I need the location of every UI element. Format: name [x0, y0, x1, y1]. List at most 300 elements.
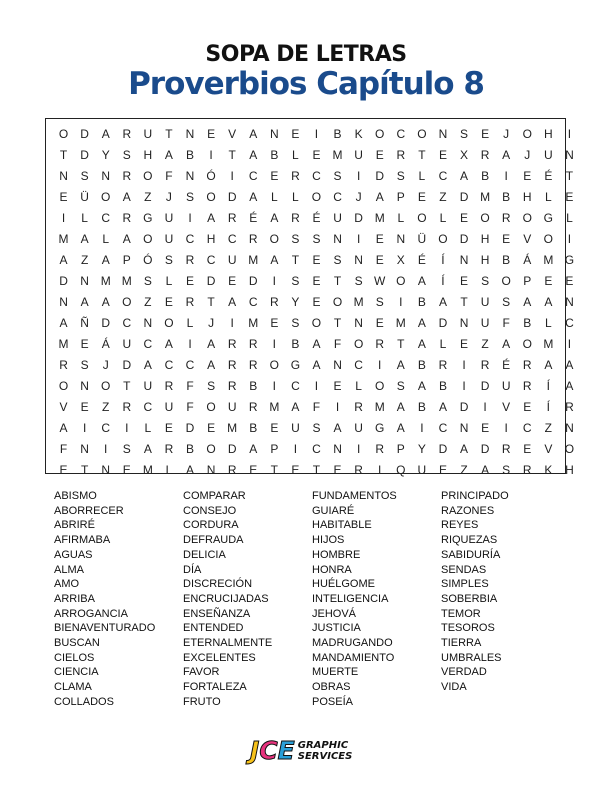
grid-cell[interactable]: R	[522, 462, 532, 477]
grid-cell[interactable]: Á	[101, 336, 110, 351]
grid-cell[interactable]: L	[355, 378, 362, 393]
grid-cell[interactable]: V	[523, 231, 532, 246]
grid-cell[interactable]: A	[481, 462, 490, 477]
grid-cell[interactable]: D	[227, 189, 237, 204]
grid-cell[interactable]: L	[81, 210, 88, 225]
grid-cell[interactable]: M	[374, 210, 385, 225]
grid-cell[interactable]: P	[270, 441, 279, 456]
grid-cell[interactable]: I	[82, 420, 87, 435]
grid-cell[interactable]: E	[460, 210, 469, 225]
grid-cell[interactable]: Q	[396, 462, 406, 477]
grid-cell[interactable]: Í	[441, 252, 445, 267]
grid-cell[interactable]: C	[354, 357, 363, 372]
grid-cell[interactable]: V	[59, 399, 68, 414]
grid-cell[interactable]: S	[291, 273, 300, 288]
grid-cell[interactable]: I	[104, 441, 108, 456]
grid-cell[interactable]: O	[58, 378, 69, 393]
grid-cell[interactable]: E	[270, 168, 279, 183]
grid-cell[interactable]: A	[396, 420, 405, 435]
grid-cell[interactable]: A	[460, 168, 469, 183]
grid-cell[interactable]: D	[480, 378, 490, 393]
grid-cell[interactable]: I	[378, 357, 382, 372]
grid-cell[interactable]: A	[143, 357, 152, 372]
grid-cell[interactable]: E	[291, 126, 300, 141]
grid-cell[interactable]: C	[438, 168, 448, 183]
grid-cell[interactable]: Y	[291, 294, 300, 309]
grid-cell[interactable]: É	[417, 252, 426, 267]
grid-cell[interactable]: B	[481, 168, 490, 183]
grid-cell[interactable]: F	[312, 399, 321, 414]
grid-cell[interactable]: B	[502, 252, 511, 267]
grid-cell[interactable]: M	[480, 189, 491, 204]
grid-cell[interactable]: B	[523, 315, 532, 330]
grid-cell[interactable]: O	[143, 231, 153, 246]
grid-cell[interactable]: R	[122, 399, 132, 414]
grid-cell[interactable]: E	[523, 168, 532, 183]
grid-cell[interactable]: U	[227, 399, 237, 414]
grid-cell[interactable]: V	[544, 441, 553, 456]
grid-cell[interactable]: A	[207, 336, 216, 351]
grid-cell[interactable]: R	[248, 357, 258, 372]
grid-cell[interactable]: I	[356, 231, 361, 246]
grid-cell[interactable]: D	[248, 273, 258, 288]
grid-cell[interactable]: I	[272, 336, 276, 351]
grid-cell[interactable]: R	[375, 336, 385, 351]
grid-cell[interactable]: N	[269, 126, 279, 141]
grid-cell[interactable]: U	[354, 420, 363, 435]
grid-cell[interactable]: T	[207, 294, 215, 309]
grid-cell[interactable]: B	[417, 399, 426, 414]
grid-cell[interactable]: A	[270, 210, 279, 225]
grid-cell[interactable]: H	[480, 252, 490, 267]
grid-cell[interactable]: N	[565, 294, 574, 309]
grid-cell[interactable]: E	[80, 399, 89, 414]
grid-cell[interactable]: Y	[417, 441, 426, 456]
grid-cell[interactable]: H	[565, 462, 574, 477]
grid-cell[interactable]: U	[143, 126, 153, 141]
grid-cell[interactable]: F	[186, 378, 194, 393]
grid-cell[interactable]: R	[227, 210, 237, 225]
grid-cell[interactable]: L	[566, 210, 573, 225]
grid-cell[interactable]: O	[332, 294, 343, 309]
grid-cell[interactable]: L	[544, 189, 552, 204]
grid-cell[interactable]: A	[333, 420, 342, 435]
grid-cell[interactable]: R	[248, 231, 258, 246]
grid-cell[interactable]: E	[122, 462, 131, 477]
grid-cell[interactable]: R	[59, 357, 68, 372]
grid-cell[interactable]: C	[248, 294, 258, 309]
grid-cell[interactable]: A	[438, 399, 447, 414]
grid-cell[interactable]: E	[565, 273, 574, 288]
grid-cell[interactable]: C	[122, 315, 132, 330]
grid-cell[interactable]: I	[462, 357, 466, 372]
grid-cell[interactable]: I	[378, 462, 382, 477]
grid-cell[interactable]: I	[504, 420, 508, 435]
grid-cell[interactable]: O	[417, 126, 427, 141]
grid-cell[interactable]: B	[291, 336, 300, 351]
grid-cell[interactable]: L	[270, 189, 278, 204]
grid-cell[interactable]: D	[375, 168, 385, 183]
grid-cell[interactable]: L	[165, 462, 173, 477]
grid-cell[interactable]: S	[333, 168, 342, 183]
grid-cell[interactable]: M	[227, 420, 238, 435]
grid-cell[interactable]: C	[143, 336, 153, 351]
grid-cell[interactable]: A	[312, 336, 321, 351]
grid-cell[interactable]: S	[291, 315, 300, 330]
grid-cell[interactable]: Í	[546, 399, 550, 414]
grid-cell[interactable]: M	[374, 399, 385, 414]
grid-cell[interactable]: Z	[144, 189, 152, 204]
grid-cell[interactable]: A	[460, 441, 469, 456]
grid-cell[interactable]: C	[522, 420, 532, 435]
grid-cell[interactable]: A	[396, 399, 405, 414]
grid-cell[interactable]: A	[270, 252, 279, 267]
grid-cell[interactable]: Z	[144, 294, 152, 309]
grid-cell[interactable]: A	[502, 336, 511, 351]
grid-cell[interactable]: A	[312, 357, 321, 372]
grid-cell[interactable]: M	[332, 147, 343, 162]
grid-cell[interactable]: E	[312, 273, 321, 288]
grid-cell[interactable]: C	[143, 399, 153, 414]
grid-cell[interactable]: S	[164, 252, 173, 267]
grid-cell[interactable]: I	[230, 168, 234, 183]
grid-cell[interactable]: R	[522, 378, 532, 393]
grid-cell[interactable]: E	[460, 273, 469, 288]
grid-cell[interactable]: N	[333, 357, 342, 372]
grid-cell[interactable]: A	[502, 147, 511, 162]
grid-cell[interactable]: N	[80, 273, 89, 288]
grid-cell[interactable]: R	[480, 357, 490, 372]
grid-cell[interactable]: O	[206, 441, 216, 456]
grid-cell[interactable]: V	[228, 126, 237, 141]
grid-cell[interactable]: E	[59, 189, 68, 204]
grid-cell[interactable]: A	[101, 126, 110, 141]
grid-cell[interactable]: A	[207, 210, 216, 225]
grid-cell[interactable]: O	[58, 126, 69, 141]
grid-cell[interactable]: V	[502, 399, 511, 414]
grid-cell[interactable]: L	[292, 147, 299, 162]
grid-cell[interactable]: N	[101, 462, 111, 477]
grid-cell[interactable]: E	[375, 147, 384, 162]
grid-cell[interactable]: D	[480, 441, 490, 456]
grid-cell[interactable]: Z	[80, 252, 89, 267]
grid-cell[interactable]: R	[164, 441, 174, 456]
grid-cell[interactable]: B	[270, 147, 279, 162]
grid-cell[interactable]: A	[249, 189, 258, 204]
grid-cell[interactable]: A	[544, 294, 553, 309]
grid-cell[interactable]: T	[565, 168, 574, 183]
grid-cell[interactable]: S	[375, 294, 384, 309]
grid-cell[interactable]: A	[249, 126, 258, 141]
grid-cell[interactable]: L	[292, 189, 299, 204]
grid-cell[interactable]: M	[543, 336, 554, 351]
grid-cell[interactable]: I	[504, 168, 508, 183]
grid-cell[interactable]: E	[249, 462, 258, 477]
grid-cell[interactable]: R	[227, 357, 237, 372]
grid-cell[interactable]: Z	[544, 420, 552, 435]
grid-cell[interactable]: L	[102, 231, 110, 246]
grid-cell[interactable]: I	[420, 420, 424, 435]
grid-cell[interactable]: F	[502, 315, 510, 330]
grid-cell[interactable]: A	[291, 399, 300, 414]
grid-cell[interactable]: I	[314, 378, 319, 393]
grid-cell[interactable]: G	[290, 357, 301, 372]
grid-cell[interactable]: Z	[481, 336, 489, 351]
grid-cell[interactable]: O	[522, 336, 532, 351]
grid-cell[interactable]: E	[207, 126, 216, 141]
grid-cell[interactable]: E	[375, 252, 384, 267]
grid-cell[interactable]: M	[269, 399, 280, 414]
grid-cell[interactable]: D	[59, 273, 68, 288]
grid-cell[interactable]: I	[356, 441, 361, 456]
grid-cell[interactable]: E	[438, 462, 447, 477]
grid-cell[interactable]: E	[312, 252, 321, 267]
grid-cell[interactable]: A	[417, 273, 426, 288]
grid-cell[interactable]: M	[100, 273, 111, 288]
grid-cell[interactable]: S	[354, 273, 363, 288]
grid-cell[interactable]: O	[417, 210, 427, 225]
grid-cell[interactable]: R	[291, 168, 300, 183]
grid-cell[interactable]: J	[102, 357, 109, 372]
grid-cell[interactable]: A	[164, 336, 173, 351]
grid-cell[interactable]: S	[396, 168, 405, 183]
grid-cell[interactable]: T	[397, 336, 405, 351]
grid-cell[interactable]: E	[164, 294, 173, 309]
grid-cell[interactable]: Ü	[417, 231, 427, 246]
grid-cell[interactable]: A	[544, 357, 553, 372]
grid-cell[interactable]: N	[80, 378, 89, 393]
grid-cell[interactable]: R	[375, 441, 385, 456]
grid-cell[interactable]: Ó	[143, 252, 153, 267]
grid-cell[interactable]: S	[186, 189, 195, 204]
grid-cell[interactable]: Á	[523, 252, 532, 267]
grid-cell[interactable]: O	[311, 315, 322, 330]
grid-cell[interactable]: T	[165, 126, 173, 141]
grid-cell[interactable]: P	[396, 189, 405, 204]
grid-cell[interactable]: R	[269, 294, 279, 309]
grid-cell[interactable]: R	[354, 462, 363, 477]
grid-cell[interactable]: S	[80, 357, 89, 372]
grid-cell[interactable]: L	[397, 210, 405, 225]
grid-cell[interactable]: U	[143, 378, 153, 393]
grid-cell[interactable]: J	[503, 126, 510, 141]
grid-cell[interactable]: I	[293, 441, 298, 456]
grid-cell[interactable]: E	[481, 420, 490, 435]
grid-cell[interactable]: D	[101, 315, 111, 330]
grid-cell[interactable]: Z	[439, 189, 447, 204]
grid-cell[interactable]: C	[312, 441, 321, 456]
grid-cell[interactable]: C	[291, 378, 300, 393]
grid-cell[interactable]: O	[501, 273, 511, 288]
grid-cell[interactable]: I	[188, 336, 192, 351]
grid-cell[interactable]: J	[355, 189, 362, 204]
grid-cell[interactable]: R	[164, 378, 174, 393]
grid-cell[interactable]: Ü	[80, 189, 89, 204]
grid-cell[interactable]: A	[228, 294, 237, 309]
grid-cell[interactable]: U	[164, 399, 174, 414]
grid-cell[interactable]: L	[439, 210, 447, 225]
grid-cell[interactable]: A	[101, 294, 110, 309]
grid-cell[interactable]: I	[462, 378, 466, 393]
grid-cell[interactable]: S	[291, 231, 300, 246]
grid-cell[interactable]: C	[333, 189, 342, 204]
grid-cell[interactable]: O	[480, 210, 490, 225]
grid-cell[interactable]: F	[59, 441, 68, 456]
grid-cell[interactable]: O	[543, 231, 553, 246]
grid-cell[interactable]: E	[544, 273, 553, 288]
grid-cell[interactable]: E	[164, 420, 173, 435]
grid-cell[interactable]: A	[101, 252, 110, 267]
grid-cell[interactable]: A	[417, 378, 426, 393]
grid-cell[interactable]: C	[227, 231, 237, 246]
grid-cell[interactable]: B	[417, 294, 426, 309]
grid-cell[interactable]: O	[206, 189, 216, 204]
grid-cell[interactable]: O	[564, 441, 575, 456]
grid-cell[interactable]: O	[375, 378, 385, 393]
grid-cell[interactable]: I	[209, 147, 213, 162]
grid-cell[interactable]: O	[522, 126, 532, 141]
grid-cell[interactable]: E	[502, 231, 511, 246]
grid-cell[interactable]: S	[122, 147, 131, 162]
grid-cell[interactable]: A	[122, 189, 131, 204]
grid-cell[interactable]: R	[185, 294, 195, 309]
grid-cell[interactable]: J	[165, 189, 172, 204]
grid-cell[interactable]: R	[248, 399, 258, 414]
grid-cell[interactable]: F	[186, 399, 194, 414]
grid-cell[interactable]: B	[417, 357, 426, 372]
grid-cell[interactable]: X	[396, 252, 405, 267]
grid-cell[interactable]: U	[164, 231, 174, 246]
grid-cell[interactable]: N	[354, 252, 363, 267]
grid-cell[interactable]: E	[80, 336, 89, 351]
grid-cell[interactable]: T	[270, 462, 278, 477]
grid-cell[interactable]: D	[80, 147, 89, 162]
grid-cell[interactable]: E	[312, 147, 321, 162]
grid-cell[interactable]: A	[249, 147, 258, 162]
grid-cell[interactable]: A	[59, 315, 68, 330]
grid-cell[interactable]: D	[80, 126, 89, 141]
grid-cell[interactable]: E	[523, 441, 532, 456]
grid-cell[interactable]: L	[186, 315, 194, 330]
grid-cell[interactable]: É	[544, 168, 553, 183]
grid-cell[interactable]: B	[249, 420, 258, 435]
grid-cell[interactable]: T	[80, 462, 89, 477]
grid-cell[interactable]: L	[418, 168, 426, 183]
grid-cell[interactable]: E	[186, 273, 195, 288]
grid-cell[interactable]: C	[248, 168, 258, 183]
grid-cell[interactable]: N	[59, 168, 68, 183]
grid-cell[interactable]: O	[206, 399, 216, 414]
grid-cell[interactable]: U	[333, 210, 342, 225]
grid-cell[interactable]: I	[61, 210, 66, 225]
grid-cell[interactable]: S	[207, 378, 216, 393]
grid-cell[interactable]: U	[480, 294, 490, 309]
grid-cell[interactable]: O	[311, 189, 322, 204]
grid-cell[interactable]: E	[333, 462, 342, 477]
grid-cell[interactable]: B	[438, 378, 447, 393]
grid-cell[interactable]: I	[567, 336, 572, 351]
grid-cell[interactable]: S	[502, 462, 511, 477]
grid-cell[interactable]: D	[459, 231, 469, 246]
grid-cell[interactable]: P	[122, 252, 131, 267]
grid-cell[interactable]: D	[459, 399, 469, 414]
grid-cell[interactable]: R	[565, 399, 574, 414]
grid-cell[interactable]: D	[227, 441, 237, 456]
grid-cell[interactable]: L	[439, 336, 447, 351]
grid-cell[interactable]: E	[375, 231, 384, 246]
grid-cell[interactable]: P	[396, 441, 405, 456]
grid-cell[interactable]: U	[164, 210, 174, 225]
grid-cell[interactable]: U	[417, 462, 427, 477]
grid-cell[interactable]: R	[227, 336, 237, 351]
grid-cell[interactable]: R	[227, 462, 237, 477]
grid-cell[interactable]: E	[460, 336, 469, 351]
grid-cell[interactable]: E	[481, 126, 490, 141]
grid-cell[interactable]: O	[269, 357, 279, 372]
grid-cell[interactable]: C	[164, 357, 174, 372]
grid-cell[interactable]: D	[185, 420, 195, 435]
grid-cell[interactable]: N	[354, 315, 363, 330]
grid-cell[interactable]: T	[291, 252, 300, 267]
grid-cell[interactable]: M	[543, 252, 554, 267]
grid-cell[interactable]: R	[396, 147, 406, 162]
grid-cell[interactable]: E	[270, 420, 279, 435]
grid-cell[interactable]: Í	[441, 273, 445, 288]
grid-cell[interactable]: S	[333, 252, 342, 267]
grid-cell[interactable]: R	[185, 252, 195, 267]
grid-cell[interactable]: O	[353, 336, 364, 351]
grid-cell[interactable]: R	[480, 147, 490, 162]
grid-cell[interactable]: H	[544, 126, 553, 141]
grid-cell[interactable]: O	[101, 189, 111, 204]
grid-cell[interactable]: T	[228, 147, 236, 162]
grid-cell[interactable]: U	[291, 420, 300, 435]
grid-cell[interactable]: N	[101, 168, 111, 183]
grid-cell[interactable]: N	[206, 462, 216, 477]
grid-cell[interactable]: M	[58, 231, 69, 246]
grid-cell[interactable]: É	[249, 210, 258, 225]
grid-cell[interactable]: A	[249, 441, 258, 456]
grid-cell[interactable]: E	[207, 420, 216, 435]
grid-cell[interactable]: Y	[101, 147, 110, 162]
grid-cell[interactable]: U	[501, 378, 511, 393]
grid-cell[interactable]: D	[354, 210, 363, 225]
grid-cell[interactable]: X	[460, 147, 469, 162]
grid-cell[interactable]: T	[333, 315, 342, 330]
grid-cell[interactable]: É	[312, 210, 321, 225]
grid-cell[interactable]: H	[206, 231, 216, 246]
grid-cell[interactable]: N	[565, 147, 574, 162]
grid-cell[interactable]: D	[438, 441, 448, 456]
grid-cell[interactable]: I	[230, 315, 234, 330]
grid-cell[interactable]: D	[459, 189, 469, 204]
grid-cell[interactable]: M	[353, 294, 364, 309]
grid-cell[interactable]: G	[564, 252, 575, 267]
grid-cell[interactable]: R	[122, 126, 132, 141]
grid-cell[interactable]: I	[335, 399, 340, 414]
grid-cell[interactable]: E	[375, 315, 384, 330]
grid-cell[interactable]: N	[333, 441, 342, 456]
grid-cell[interactable]: N	[185, 126, 195, 141]
grid-cell[interactable]: D	[122, 357, 132, 372]
grid-cell[interactable]: I	[567, 126, 572, 141]
grid-cell[interactable]: O	[122, 294, 132, 309]
grid-cell[interactable]: E	[312, 294, 321, 309]
grid-cell[interactable]: G	[543, 210, 553, 225]
grid-cell[interactable]: C	[565, 315, 574, 330]
grid-cell[interactable]: S	[143, 273, 152, 288]
grid-cell[interactable]: N	[333, 231, 342, 246]
